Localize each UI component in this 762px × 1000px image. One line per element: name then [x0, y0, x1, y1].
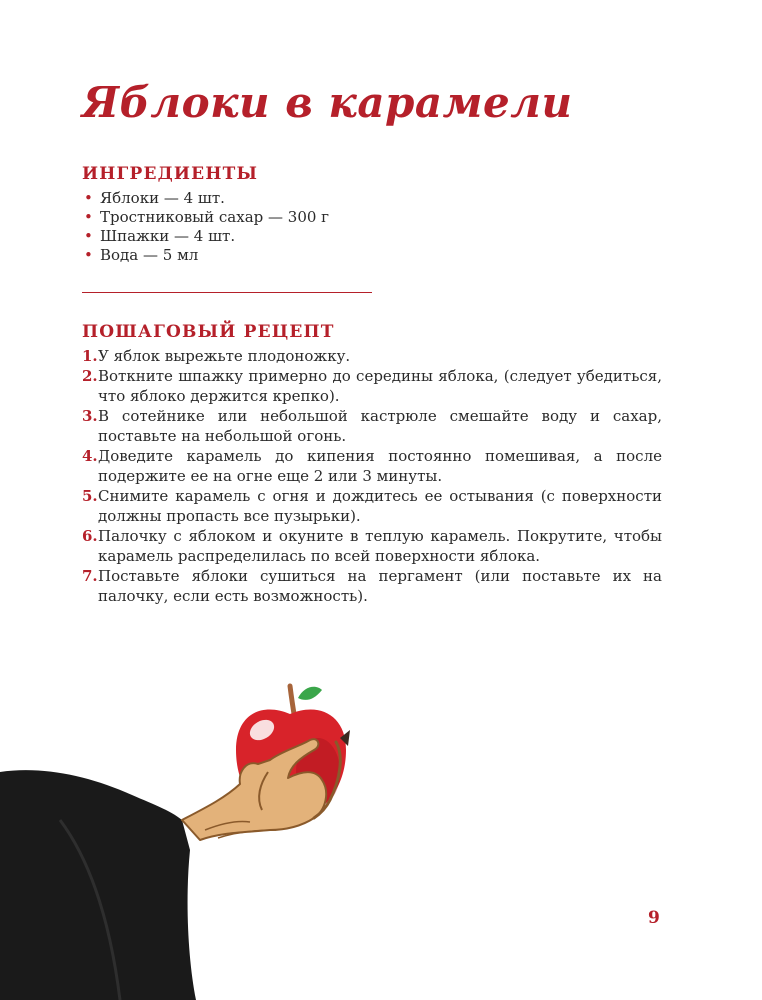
section-divider — [82, 292, 372, 293]
step-number: 7. — [82, 567, 98, 585]
step-number: 6. — [82, 527, 98, 545]
page-number: 9 — [648, 908, 660, 928]
step-text: Снимите карамель с огня и дождитесь ее остывания (с поверхности должны пропасть все пузырьки). — [98, 487, 662, 525]
step-item — [82, 366, 662, 406]
step-number: 4. — [82, 447, 98, 465]
apple-leaf — [298, 687, 322, 700]
step-text: Палочку с яблоком и окуните в теплую карамель. Покрутите, чтобы карамель распределилась по всей поверхности яблока. — [98, 527, 662, 565]
ingredient-text: Шпажки — 4 шт. — [100, 227, 236, 245]
step-text: Доведите карамель до кипения постоянно помешивая, а после подержите ее на огне еще 2 или 3 минуты. — [98, 447, 662, 485]
ingredient-text: Тростниковый сахар — 300 г — [100, 208, 330, 226]
recipe-heading: ПОШАГОВЫЙ РЕЦЕПТ — [82, 322, 335, 342]
bullet-icon: • — [84, 189, 93, 207]
step-number: 5. — [82, 487, 98, 505]
ingredient-text: Вода — 5 мл — [100, 246, 199, 264]
list-item — [84, 208, 329, 227]
ingredient-text: Яблоки — 4 шт. — [100, 189, 225, 207]
step-item — [82, 526, 662, 566]
step-item — [82, 566, 662, 606]
list-item — [84, 189, 329, 208]
ingredients-heading: ИНГРЕДИЕНТЫ — [82, 164, 259, 184]
recipe-steps — [82, 346, 662, 606]
bullet-icon: • — [84, 227, 93, 245]
list-item — [84, 227, 329, 246]
step-item — [82, 446, 662, 486]
step-item — [82, 486, 662, 526]
ingredients-list — [84, 189, 329, 265]
step-item — [82, 406, 662, 446]
hand-holding-apple-icon — [0, 680, 420, 1000]
list-item — [84, 246, 329, 265]
page-title: Яблоки в карамели — [82, 78, 573, 127]
step-number: 1. — [82, 347, 98, 365]
step-text: В сотейнике или небольшой кастрюле смешайте воду и сахар, поставьте на небольшой огонь. — [98, 407, 662, 445]
step-number: 2. — [82, 367, 98, 385]
bullet-icon: • — [84, 246, 93, 264]
step-item — [82, 346, 662, 366]
step-text: Воткните шпажку примерно до середины яблока, (следует убедиться, что яблоко держится крепко). — [98, 367, 662, 405]
step-text: У яблок вырежьте плодоножку. — [98, 347, 351, 365]
bullet-icon: • — [84, 208, 93, 226]
step-number: 3. — [82, 407, 98, 425]
sleeve-shape — [0, 770, 196, 1000]
step-text: Поставьте яблоки сушиться на пергамент (или поставьте их на палочку, если есть возможность). — [98, 567, 662, 605]
